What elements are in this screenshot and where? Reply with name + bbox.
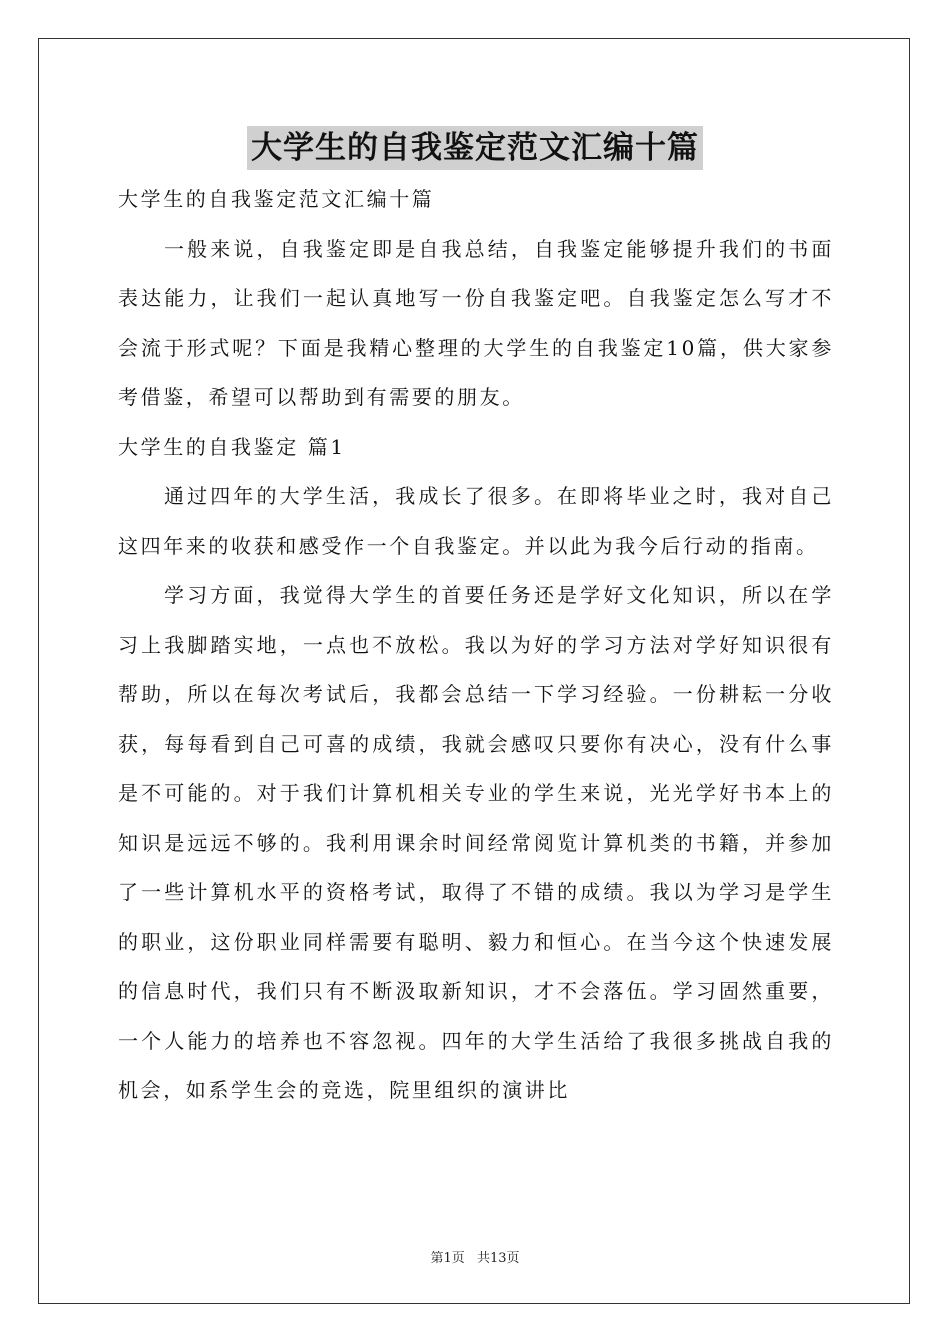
intro-paragraph: 一般来说，自我鉴定即是自我总结，自我鉴定能够提升我们的书面表达能力，让我们一起认真地写一份自我鉴定吧。自我鉴定怎么写才不会流于形式呢？下面是我精心整理的大学生的自我鉴定10篇，供大家参考借鉴，希望可以帮助到有需要的朋友。 [118, 236, 834, 409]
page-footer [0, 1247, 950, 1266]
section-heading: 大学生的自我鉴定 篇1 [118, 434, 346, 459]
page-total: 共13页 [476, 1251, 520, 1266]
body-paragraph: 通过四年的大学生活，我成长了很多。在即将毕业之时，我对自己这四年来的收获和感受作一个自我鉴定。并以此为我今后行动的指南。 [118, 484, 834, 558]
document-body [118, 175, 834, 1116]
title-wrap [0, 126, 950, 170]
page-number: 第1页 [430, 1251, 465, 1266]
body-paragraph: 学习方面，我觉得大学生的首要任务还是学好文化知识，所以在学习上我脚踏实地，一点也不放松。我以为好的学习方法对学好知识很有帮助，所以在每次考试后，我都会总结一下学习经验。一份耕耘一分收获，每每看到自己可喜的成绩，我就会感叹只要你有决心，没有什么事是不可能的。对于我们计算机相关专业的学生来说，光光学好书本上的知识是远远不够的。我利用课余时间经常阅览计算机类的书籍，并参加了一些计算机水平的资格考试，取得了不错的成绩。我以为学习是学生的职业，这份职业同样需要有聪明、毅力和恒心。在当今这个快速发展的信息时代，我们只有不断汲取新知识，才不会落伍。学习固然重要，一个人能力的培养也不容忽视。四年的大学生活给了我很多挑战自我的机会，如系学生会的竞选，院里组织的演讲比 [118, 583, 834, 1102]
document-subtitle: 大学生的自我鉴定范文汇编十篇 [118, 187, 435, 211]
document-title: 大学生的自我鉴定范文汇编十篇 [247, 126, 703, 170]
